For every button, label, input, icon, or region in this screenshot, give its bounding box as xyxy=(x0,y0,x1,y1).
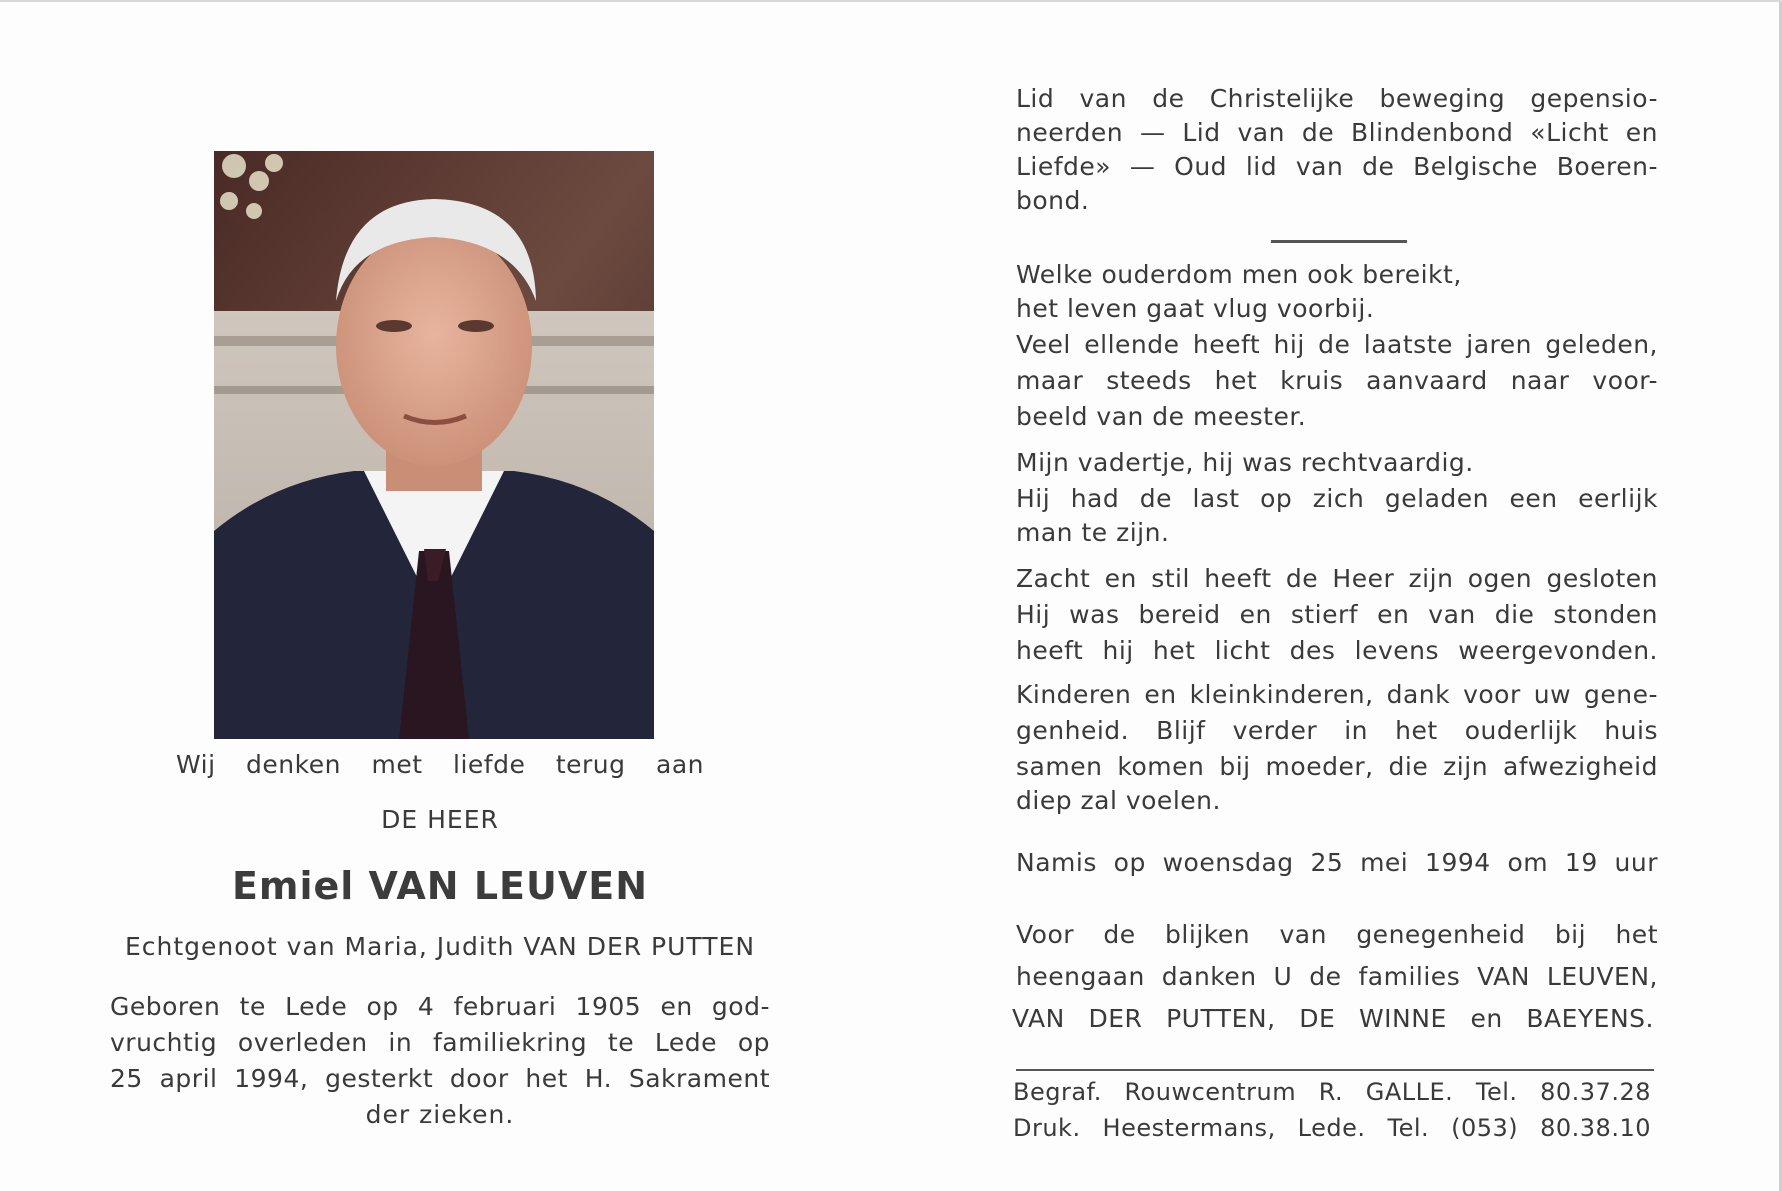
poem-line-6: Mijn vadertje, hij was rechtvaardig. xyxy=(1016,448,1474,477)
membership-line-3: Liefde» — Oud lid van de Belgische Boeren- xyxy=(1016,152,1658,181)
service-place-time: Namis op woensdag 25 mei 1994 om 19 uur xyxy=(1016,848,1658,877)
poem-line-10: Hij was bereid en stierf en van die stonden xyxy=(1016,600,1658,629)
intro-label: Wij denken met liefde terug aan xyxy=(176,750,704,779)
birth-line-4: der zieken. xyxy=(365,1100,515,1129)
poem-line-2: het leven gaat vlug voorbij. xyxy=(1016,294,1375,323)
poem-line-7: Hij had de last op zich geladen een eerlijk xyxy=(1016,484,1658,513)
poem-line-3: Veel ellende heeft hij de laatste jaren geleden, xyxy=(1016,330,1658,359)
poem-line-8: man te zijn. xyxy=(1016,518,1170,547)
section-divider xyxy=(1271,240,1407,243)
printer-line: Druk. Heestermans, Lede. Tel. (053) 80.38.10 xyxy=(1013,1114,1651,1142)
poem-line-14: samen komen bij moeder, die zijn afwezigheid xyxy=(1016,752,1658,781)
poem-line-4: maar steeds het kruis aanvaard naar voor- xyxy=(1016,366,1658,395)
poem-line-1: Welke ouderdom men ook bereikt, xyxy=(1016,260,1462,289)
portrait-photo xyxy=(214,151,654,739)
poem-line-12: Kinderen en kleinkinderen, dank voor uw gene- xyxy=(1016,680,1658,709)
poem-line-9: Zacht en stil heeft de Heer zijn ogen gesloten xyxy=(1016,564,1658,593)
intro-text xyxy=(176,750,704,779)
footer-rule xyxy=(1016,1069,1654,1071)
spouse-line: Echtgenoot van Maria, Judith VAN DER PUTTEN xyxy=(124,932,756,961)
membership-line-2: neerden — Lid van de Blindenbond «Licht en xyxy=(1016,118,1658,147)
thanks-line-3: VAN DER PUTTEN, DE WINNE en BAEYENS. xyxy=(1012,1004,1654,1033)
birth-line-2: vruchtig overleden in familiekring te Lede op xyxy=(110,1028,770,1057)
undertaker-line: Begraf. Rouwcentrum R. GALLE. Tel. 80.37.28 xyxy=(1013,1078,1651,1106)
poem-line-5: beeld van de meester. xyxy=(1016,402,1307,431)
membership-line-1: Lid van de Christelijke beweging gepensio- xyxy=(1016,84,1658,113)
poem-line-13: genheid. Blijf verder in het ouderlijk huis xyxy=(1016,716,1658,745)
salutation: DE HEER xyxy=(381,805,499,834)
birth-line-3: 25 april 1994, gesterkt door het H. Sakrament xyxy=(110,1064,770,1093)
thanks-line-1: Voor de blijken van genegenheid bij het xyxy=(1016,920,1658,949)
poem-line-11: heeft hij het licht des levens weergevonden. xyxy=(1016,636,1658,665)
membership-line-4: bond. xyxy=(1016,186,1090,215)
poem-line-15: diep zal voelen. xyxy=(1016,786,1221,815)
deceased-name: Emiel VAN LEUVEN xyxy=(231,864,649,908)
thanks-line-2: heengaan danken U de families VAN LEUVEN, xyxy=(1016,962,1658,991)
portrait-illustration xyxy=(214,151,654,739)
birth-line-1: Geboren te Lede op 4 februari 1905 en god- xyxy=(110,992,770,1021)
